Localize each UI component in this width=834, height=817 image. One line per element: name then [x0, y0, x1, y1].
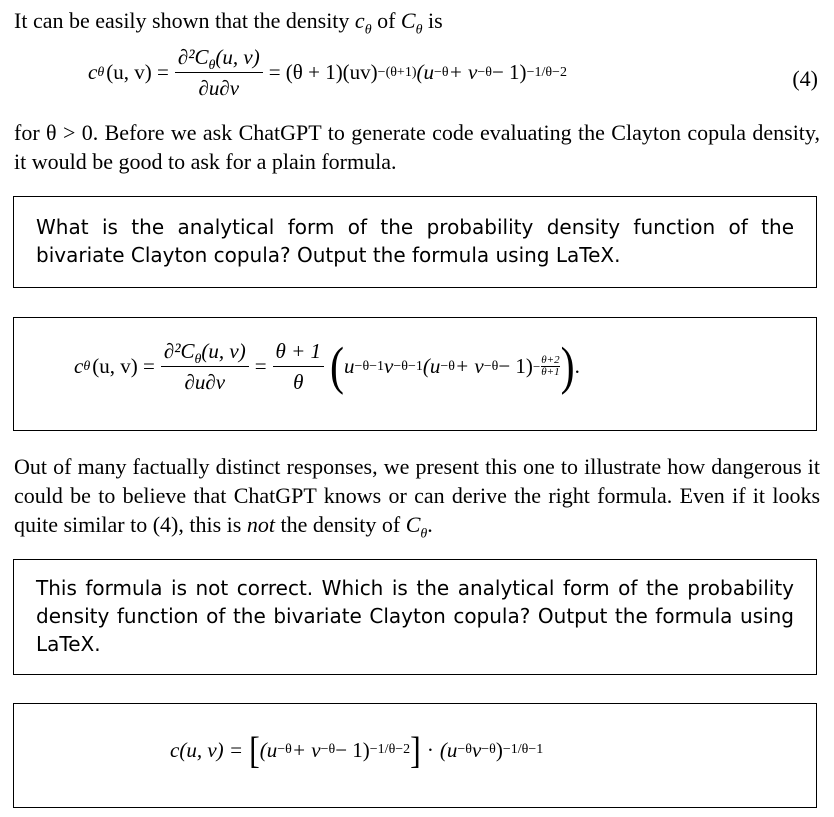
answer-box-2 — [13, 703, 817, 808]
intro-line — [14, 6, 820, 38]
ans2-f: ) — [495, 737, 503, 762]
ans2-close-bracket: ] — [410, 728, 421, 772]
density-symbol: $c_\theta$ — [354, 8, 372, 38]
eq4-lhs: c — [88, 60, 98, 84]
equation-4: c θ (u, v) = $\frac{\partial^2C_\theta(u, v)}{\partial u\partial v}$ = (θ + 1)(uv) −(θ+1) (u −θ + v −θ − 1) −1/θ−2 — [88, 45, 567, 100]
para2-emph: not — [246, 512, 275, 537]
intro-lead: It can be easily shown that the density — [14, 8, 355, 33]
ans1-end: . — [574, 354, 580, 378]
ans1-t4: + v — [454, 354, 484, 378]
ans1-t5: − 1) — [498, 354, 533, 378]
ans2-b: + v — [291, 737, 321, 762]
eq4-rhs-c: + v — [448, 60, 478, 84]
paragraph-2: Out of many factually distinct responses, we present this one to illustrate how dangerous it could be to believe that ChatGPT knows or can derive the right formula. Even if it looks quite similar to (4), this is not the density of $C_\theta$. — [14, 454, 820, 542]
ans2-a: (u — [259, 737, 278, 762]
ans1-eq: = — [254, 354, 267, 378]
eq4-fraction: $\frac{\partial^2C_\theta(u, v)}{\partial u\partial v}$ — [175, 44, 263, 101]
ans2-c: − 1) — [335, 737, 370, 762]
ans1-t5-exp: $\frac{\theta+2}{\theta+1}$ — [541, 354, 560, 378]
eq4-frac-num: ∂²C — [177, 45, 209, 69]
ans2-dot: · — [426, 737, 434, 762]
ans2-open-bracket: [ — [249, 728, 260, 772]
para2-text-b: the density of — [274, 512, 406, 537]
answer-1-formula: c θ (u, v) = $\frac{\partial^2C_\theta(u, v)}{\partial u\partial v}$ = $\frac{\theta + 1}{\theta}$ ( u −θ−1 v −θ−1 (u −θ + v −θ − 1) − $\frac{\theta+2}{\theta+1}$ ) . — [74, 337, 580, 396]
ans1-open-paren: ( — [330, 337, 345, 396]
ans1-f2-num: θ + 1 — [273, 338, 325, 367]
intro-mid: of — [371, 8, 401, 33]
ans1-fraction-2 — [273, 338, 325, 395]
ans1-frac-num: ∂²C — [163, 339, 195, 363]
para2-copula-symbol: $C_\theta$ — [405, 512, 428, 542]
answer-box-1 — [13, 317, 817, 431]
ans2-lhs: c(u, v) = — [170, 737, 244, 762]
ans1-t3: (u — [422, 354, 441, 378]
ans1-frac-den: ∂u∂v — [184, 370, 226, 394]
prompt-box-2 — [13, 559, 817, 675]
ans1-close-paren: ) — [560, 337, 575, 396]
para2-text-a: Out of many factually distinct responses, we present this one to illustrate how dangerous it could be to believe that ChatGPT knows or can derive the right formula. Even if it looks quite similar to (4), this is — [14, 454, 820, 537]
intro-tail: is — [422, 8, 443, 33]
eq4-rhs-d: − 1) — [491, 60, 527, 84]
copula-symbol: $C_\theta$ — [400, 8, 423, 38]
eq4-args: (u, v) = — [106, 60, 169, 84]
ans1-fraction-1: $\frac{\partial^2C_\theta(u, v)}{\partial u\partial v}$ — [161, 338, 249, 395]
eq4-rhs-b: (u — [416, 60, 434, 84]
answer-2-formula: c(u, v) = [ (u −θ + v −θ − 1) −1/θ−2 ] · (u −θ v −θ ) −1/θ−1 — [170, 728, 544, 772]
eq4-rhs-a: = (θ + 1)(uv) — [268, 60, 378, 84]
ans1-frac-num-args: (u, v) — [201, 339, 246, 363]
prompt-1-text: What is the analytical form of the probability density function of the bivariate Clayton copula? Output the formula using LaTeX. — [36, 215, 794, 267]
prompt-2-text: This formula is not correct. Which is the analytical form of the probability density function of the bivariate Clayton copula? Output the formula using LaTeX. — [36, 576, 794, 656]
ans1-lhs: c — [74, 354, 84, 378]
ans1-f2-den: θ — [293, 370, 304, 394]
ans1-t1: u — [344, 354, 355, 378]
ans2-d: (u — [439, 737, 458, 762]
eq4-frac-den: ∂u∂v — [198, 76, 240, 100]
prompt-box-1 — [13, 196, 817, 288]
equation-number: (4) — [792, 66, 818, 91]
ans1-args: (u, v) = — [92, 354, 155, 378]
ans1-t2: v — [384, 354, 394, 378]
eq4-frac-num-args: (u, v) — [215, 45, 260, 69]
paragraph-1: for θ > 0. Before we ask ChatGPT to generate code evaluating the Clayton copula density, it would be good to ask for a plain formula. — [14, 120, 820, 174]
ans2-e: v — [471, 737, 482, 762]
